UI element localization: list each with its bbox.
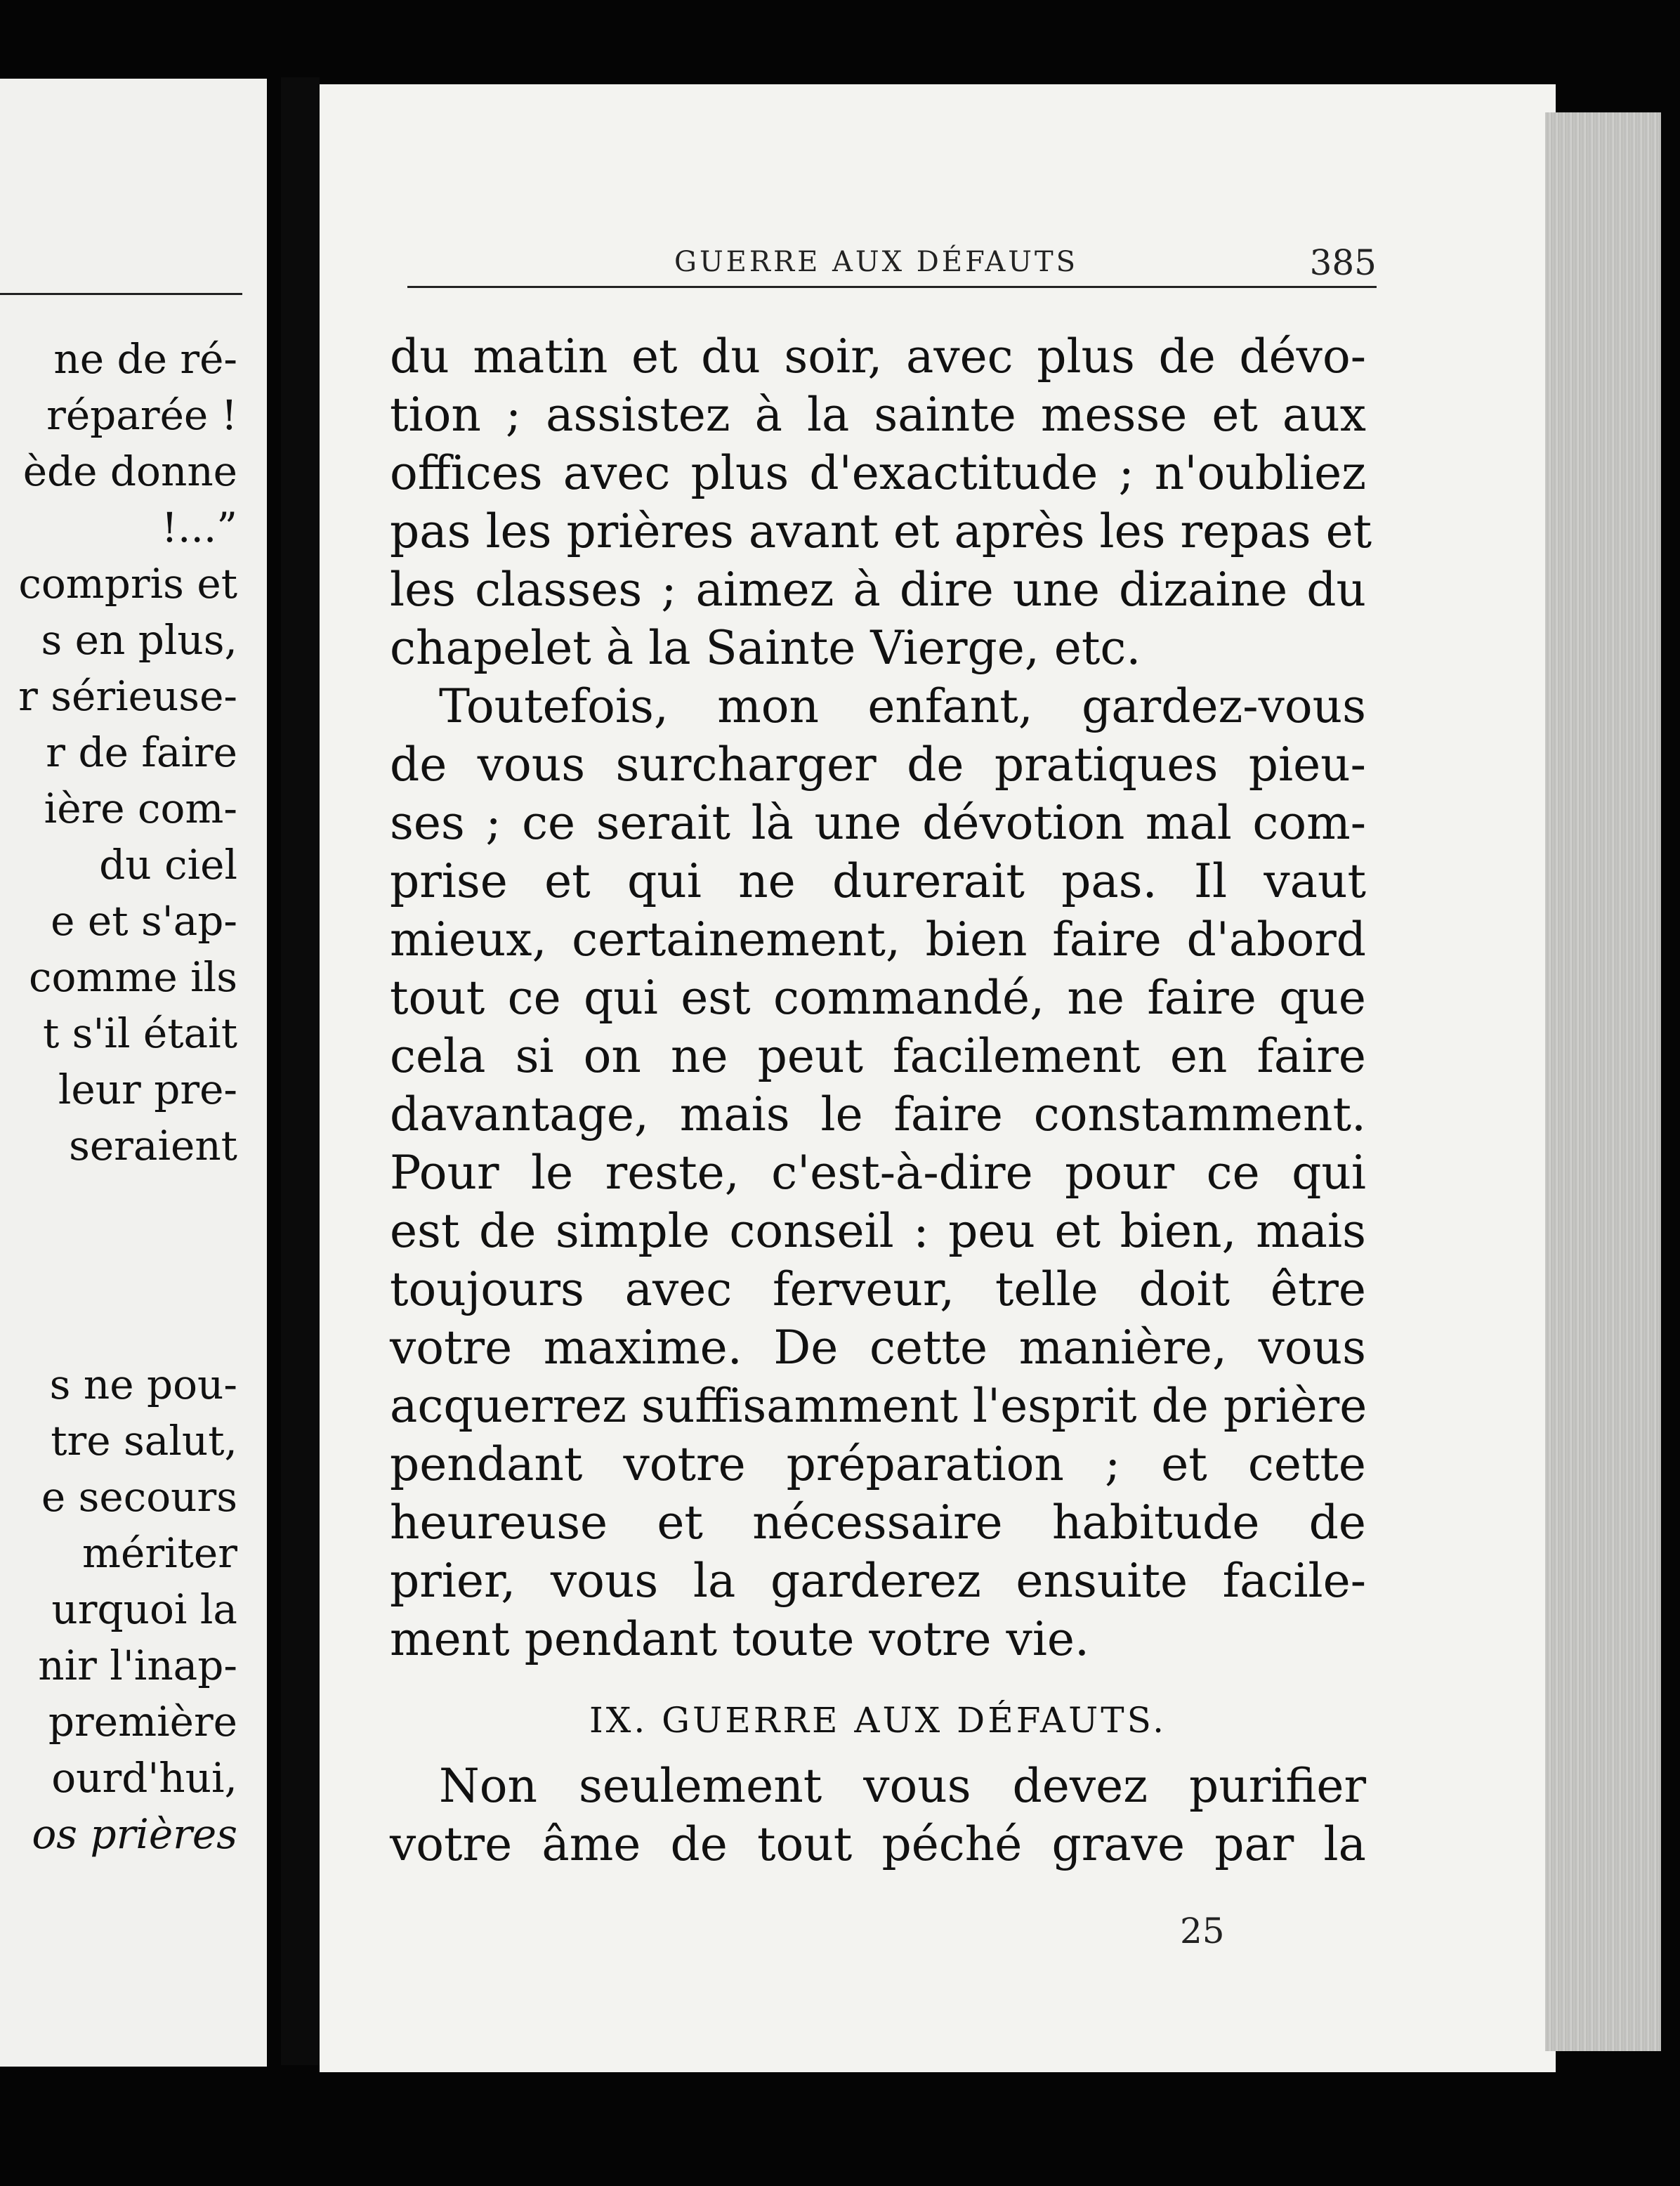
left-line: r de faire xyxy=(46,728,237,776)
left-line: leur pre- xyxy=(58,1066,237,1113)
text-line: les classes ; aimez à dire une dizaine du xyxy=(390,563,1366,617)
left-line: nir l'inap- xyxy=(38,1642,237,1689)
text-line: offices avec plus d'exactitude ; n'oubliez xyxy=(390,446,1366,500)
running-title: GUERRE AUX DÉFAUTS xyxy=(674,246,1079,278)
text-line: ses ; ce serait là une dévotion mal com- xyxy=(390,796,1366,850)
text-line: tout ce qui est commandé, ne faire que xyxy=(390,971,1366,1025)
text-line: davantage, mais le faire constamment. xyxy=(390,1087,1366,1141)
text-line: est de simple conseil : peu et bien, mais xyxy=(390,1204,1366,1258)
book-gutter xyxy=(281,77,320,2065)
left-line: os prières xyxy=(32,1810,237,1858)
left-line: s en plus, xyxy=(41,616,237,664)
left-line: e secours xyxy=(41,1473,237,1521)
left-line: première xyxy=(48,1698,237,1746)
left-line: tre salut, xyxy=(51,1417,237,1465)
left-line: du ciel xyxy=(99,841,237,889)
text-line: ment pendant toute votre vie. xyxy=(390,1612,1089,1666)
left-line: ne de ré- xyxy=(53,335,237,383)
left-line: ède donne xyxy=(22,447,237,495)
text-line: Pour le reste, c'est-à-dire pour ce qui xyxy=(390,1146,1366,1200)
text-line: toujours avec ferveur, telle doit être xyxy=(390,1262,1366,1316)
text-line: du matin et du soir, avec plus de dévo- xyxy=(390,329,1366,384)
text-line: prise et qui ne durerait pas. Il vaut xyxy=(390,854,1366,908)
left-line: comme ils xyxy=(28,953,237,1001)
text-line: prier, vous la garderez ensuite facile- xyxy=(390,1554,1366,1608)
page-edges xyxy=(1545,112,1661,2051)
text-line: mieux, certainement, bien faire d'abord xyxy=(390,912,1366,967)
text-line: de vous surcharger de pratiques pieu- xyxy=(390,738,1366,792)
left-line: compris et xyxy=(18,560,237,608)
signature-mark: 25 xyxy=(1180,1911,1225,1951)
left-line: !...” xyxy=(161,504,237,551)
text-line: chapelet à la Sainte Vierge, etc. xyxy=(390,621,1141,675)
section-heading: IX. GUERRE AUX DÉFAUTS. xyxy=(589,1700,1167,1741)
text-line: votre âme de tout péché grave par la xyxy=(390,1817,1366,1871)
text-line: votre maxime. De cette manière, vous xyxy=(390,1321,1366,1375)
text-line: tion ; assistez à la sainte messe et aux xyxy=(390,388,1366,442)
left-line: s ne pou- xyxy=(49,1361,237,1408)
left-line: seraient xyxy=(69,1122,237,1170)
running-head xyxy=(407,148,1377,283)
left-line: réparée ! xyxy=(46,391,237,439)
left-line: mériter xyxy=(82,1529,237,1577)
text-line: Toutefois, mon enfant, gardez-vous xyxy=(439,679,1366,733)
left-header-rule xyxy=(0,293,242,295)
text-line: Non seulement vous devez purifier xyxy=(439,1759,1366,1813)
left-line: ière com- xyxy=(44,785,237,832)
left-line: r sérieuse- xyxy=(18,672,237,720)
left-line: e et s'ap- xyxy=(51,897,237,945)
text-line: heureuse et nécessaire habitude de xyxy=(390,1495,1366,1550)
text-line: pas les prières avant et après les repas et xyxy=(390,504,1372,558)
text-line: acquerrez suffisamment l'esprit de prière xyxy=(390,1379,1367,1433)
header-rule xyxy=(407,286,1377,288)
left-line: urquoi la xyxy=(51,1585,237,1633)
text-line: cela si on ne peut facilement en faire xyxy=(390,1029,1366,1083)
left-line: ourd'hui, xyxy=(51,1754,237,1802)
page-number: 385 xyxy=(1309,242,1377,283)
left-page xyxy=(0,79,267,2067)
text-line: pendant votre préparation ; et cette xyxy=(390,1437,1366,1491)
left-line: t s'il était xyxy=(42,1009,237,1057)
